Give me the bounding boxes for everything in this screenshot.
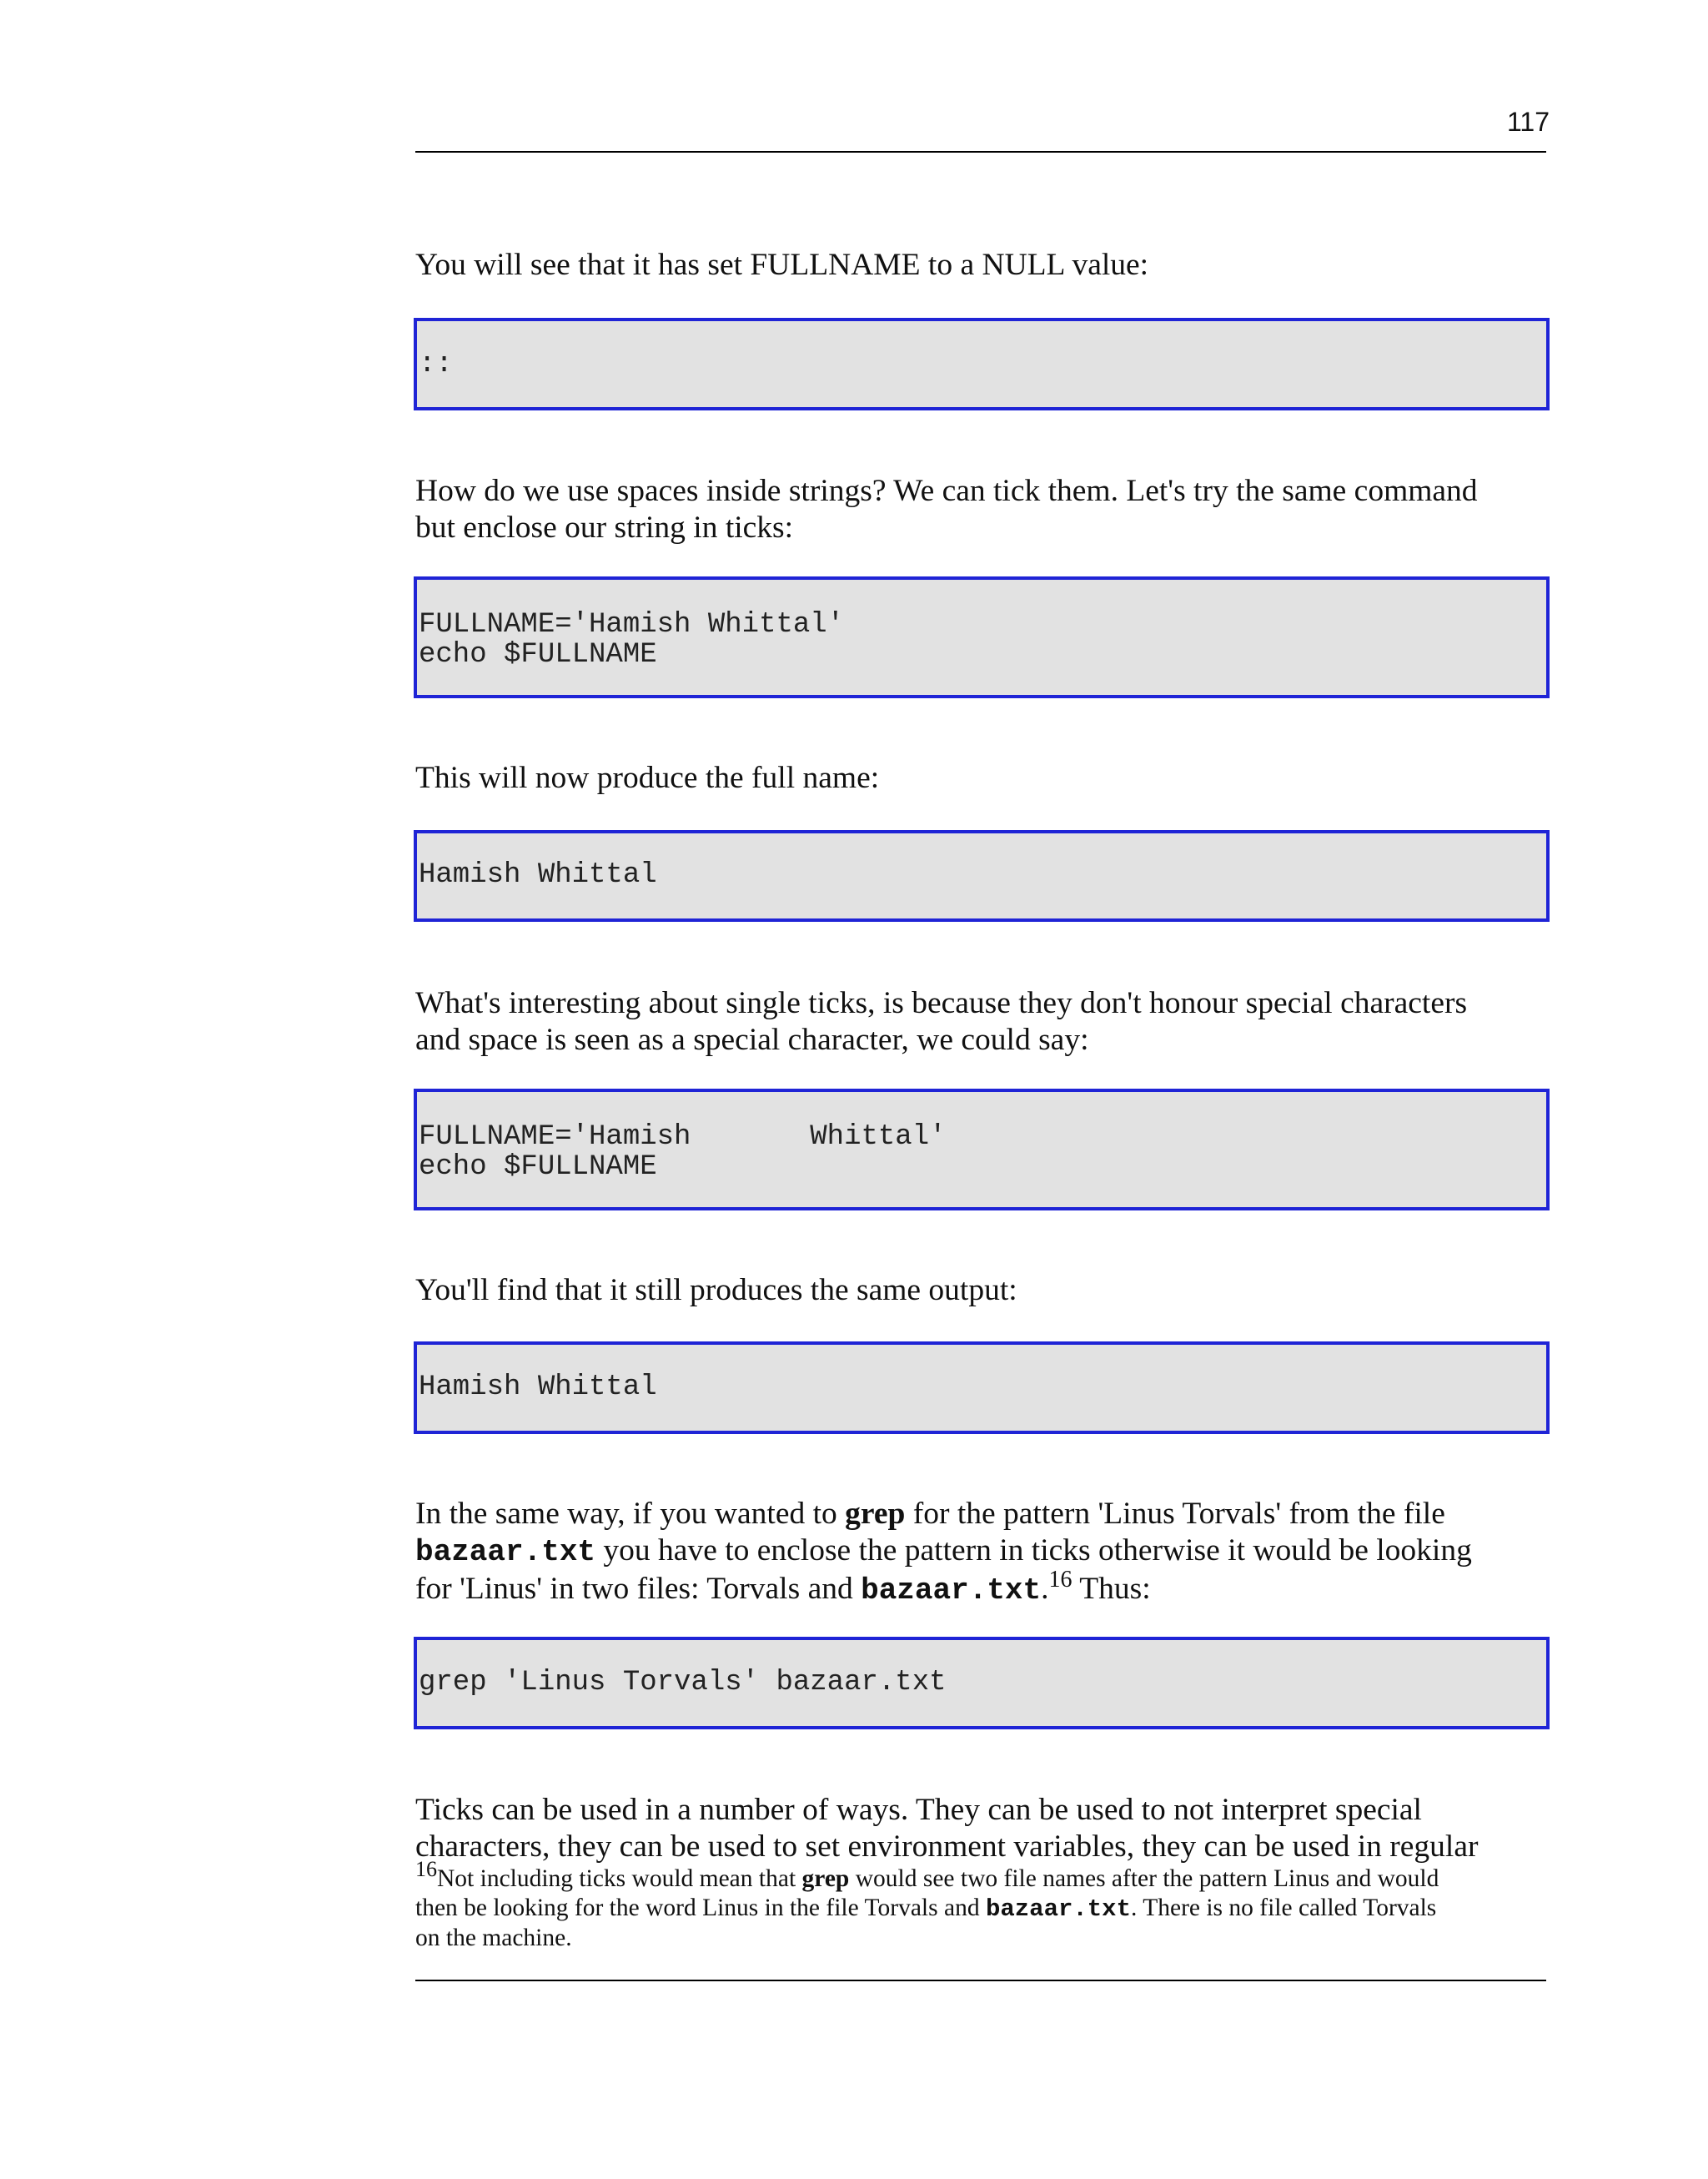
filename-bazaar: bazaar.txt [415, 1535, 596, 1569]
paragraph-grep-example [415, 1496, 1550, 1609]
paragraph-null-value: You will see that it has set FULLNAME to a NULL value: [415, 248, 1149, 282]
grep-bold: grep [801, 1865, 850, 1892]
paragraph-ticks-usage [415, 1792, 1550, 1865]
code-line: FULLNAME='Hamish Whittal' [419, 1121, 947, 1153]
filename-bazaar: bazaar.txt [861, 1573, 1042, 1608]
text-span: then be looking for the word Linus in the file Torvals and [415, 1895, 986, 1921]
text-span: on the machine. [415, 1925, 572, 1951]
code-line: Hamish Whittal [419, 1371, 657, 1403]
text-line: What's interesting about single ticks, is because they don't honour special characters [415, 986, 1468, 1020]
text-span: . [1041, 1572, 1049, 1606]
text-line: characters, they can be used to set environment variables, they can be used in regular [415, 1829, 1479, 1864]
footnote [415, 1857, 1550, 1953]
code-block-ticks-command [414, 576, 1550, 698]
text-span: In the same way, if you wanted to [415, 1497, 846, 1531]
text-span: for the pattern 'Linus Torvals' from the file [905, 1497, 1445, 1531]
code-block-null-output [414, 318, 1550, 410]
code-line: echo $FULLNAME [419, 639, 657, 671]
code-block-same-output [414, 1341, 1550, 1434]
grep-bold: grep [845, 1497, 906, 1531]
paragraph-spaces-question [415, 473, 1550, 546]
code-line: FULLNAME='Hamish Whittal' [419, 609, 845, 641]
filename-bazaar: bazaar.txt [985, 1895, 1131, 1923]
code-block-full-name-output [414, 830, 1550, 922]
text-span: Not including ticks would mean that [437, 1865, 802, 1892]
code-line: grep 'Linus Torvals' bazaar.txt [419, 1667, 947, 1698]
paragraph-full-name: This will now produce the full name: [415, 761, 880, 795]
code-line: :: [419, 349, 453, 380]
text-line: but enclose our string in ticks: [415, 511, 794, 545]
footnote-reference[interactable]: 16 [1048, 1567, 1073, 1593]
footer-rule [415, 1980, 1546, 1981]
code-line: Hamish Whittal [419, 859, 657, 891]
text-span: . There is no file called Torvals [1130, 1895, 1437, 1921]
text-line: and space is seen as a special character, we could say: [415, 1023, 1089, 1057]
text-line: Ticks can be used in a number of ways. They can be used to not interpret special [415, 1793, 1422, 1827]
code-line: echo $FULLNAME [419, 1151, 657, 1183]
paragraph-single-ticks [415, 985, 1550, 1059]
text-span: would see two file names after the pattern Linus and would [849, 1865, 1439, 1892]
text-span: for 'Linus' in two files: Torvals and [415, 1572, 862, 1606]
text-span: Thus: [1072, 1572, 1151, 1606]
code-block-grep-command [414, 1637, 1550, 1729]
page-number: 117 [1506, 107, 1550, 137]
footnote-number: 16 [415, 1857, 437, 1881]
text-span: you have to enclose the pattern in ticks otherwise it would be looking [595, 1533, 1472, 1568]
header-rule [415, 151, 1546, 153]
paragraph-same-output: You'll find that it still produces the same output: [415, 1273, 1017, 1307]
code-block-extra-spaces-command [414, 1089, 1550, 1210]
text-line: How do we use spaces inside strings? We can tick them. Let's try the same command [415, 474, 1478, 508]
